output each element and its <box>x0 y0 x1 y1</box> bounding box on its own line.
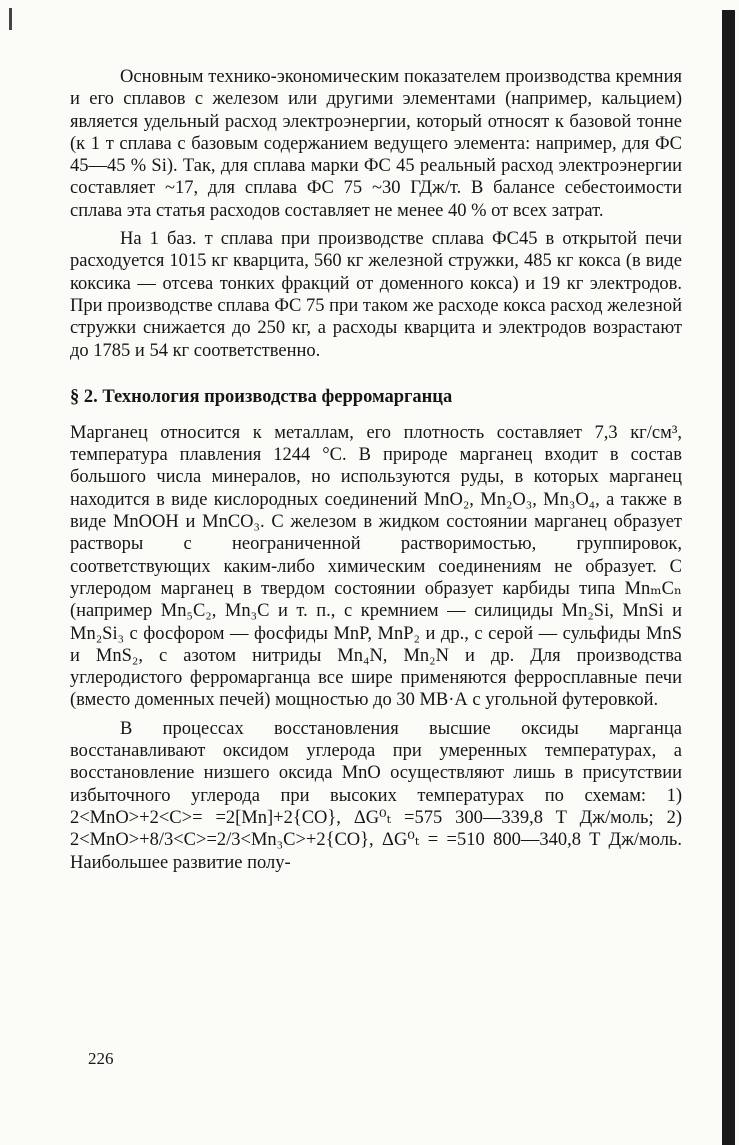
section-heading: § 2. Технология производства ферромарганца <box>70 386 453 407</box>
page-number: 226 <box>88 1049 114 1068</box>
scan-corner-mark <box>9 8 12 30</box>
paragraph-reduction-processes: В процессах восстановления высшие оксиды марганца восстанавливают оксидом углерода при умеренных температурах, а восстановление низшего оксида MnO осуществляют лишь в присутствии избыточного углерода при высоких температурах по схемам: 1) 2<MnO>+2<C>= =2[Mn]+2{CO}, ΔG⁰ₜ =575 300—339,8 T Дж/моль; 2) 2<MnO>+8/3<C>=2/3<Mn₃C>+2{CO}, ΔG⁰ₜ = =510 800—340,8 T Дж/моль. Наибольшее развитие полу- <box>70 718 682 873</box>
paragraph-raw-materials: На 1 баз. т сплава при производстве сплава ФС45 в открытой печи расходуется 1015 кг кварцита, 560 кг железной стружки, 485 кг кокса (в виде коксика — отсева тонких фракций от доменного кокса) и 19 кг электродов. При производстве сплава ФС 75 при таком же расходе кокса расход железной стружки снижается до 250 кг, а расходы кварцита и электродов возрастают до 1785 и 54 кг соответственно. <box>70 229 682 361</box>
paragraph-manganese-properties: Марганец относится к металлам, его плотность составляет 7,3 кг/см³, температура плавления 1244 °С. В природе марганец входит в состав большого числа минералов, но используются руды, в которых марганец находится в виде кислородных соединений MnO₂, Mn₂O₃, Mn₃O₄, а также в виде MnOOH и MnCO₃. С железом в жидком состоянии марганец образует растворы с неограниченной растворимостью, группировок, соответствующих каким-либо химическим соединениям не образует. С углеродом марганец в твердом состоянии образует карбиды типа MnₘCₙ (например Mn₅C₂, Mn₃C и т. п., с кремнием — силициды Mn₂Si, MnSi и Mn₂Si₃ с фосфором — фосфиды MnP, MnP₂ и др., с серой — сульфиды MnS и MnS₂, с азотом нитриды Mn₄N, Mn₂N и др. Для производства углеродистого ферромарганца все шире применяются ферросплавные печи (вместо доменных печей) мощностью до 30 МВ·А с угольной футеровкой. <box>70 422 682 711</box>
paragraph-energy-consumption: Основным технико-экономическим показателем производства кремния и его сплавов с железом или другими элементами (например, кальцием) является удельный расход электроэнергии, который относят к базовой тонне (к 1 т сплава с базовым содержанием ведущего элемента: например, для ФС 45—45 % Si). Так, для сплава марки ФС 45 реальный расход электроэнергии составляет ~17, для сплава ФС 75 ~30 ГДж/т. В балансе себестоимости сплава эта статья расходов составляет не менее 40 % от всех затрат. <box>70 67 682 221</box>
page-body <box>70 66 682 874</box>
scan-edge-shadow <box>722 10 735 1145</box>
